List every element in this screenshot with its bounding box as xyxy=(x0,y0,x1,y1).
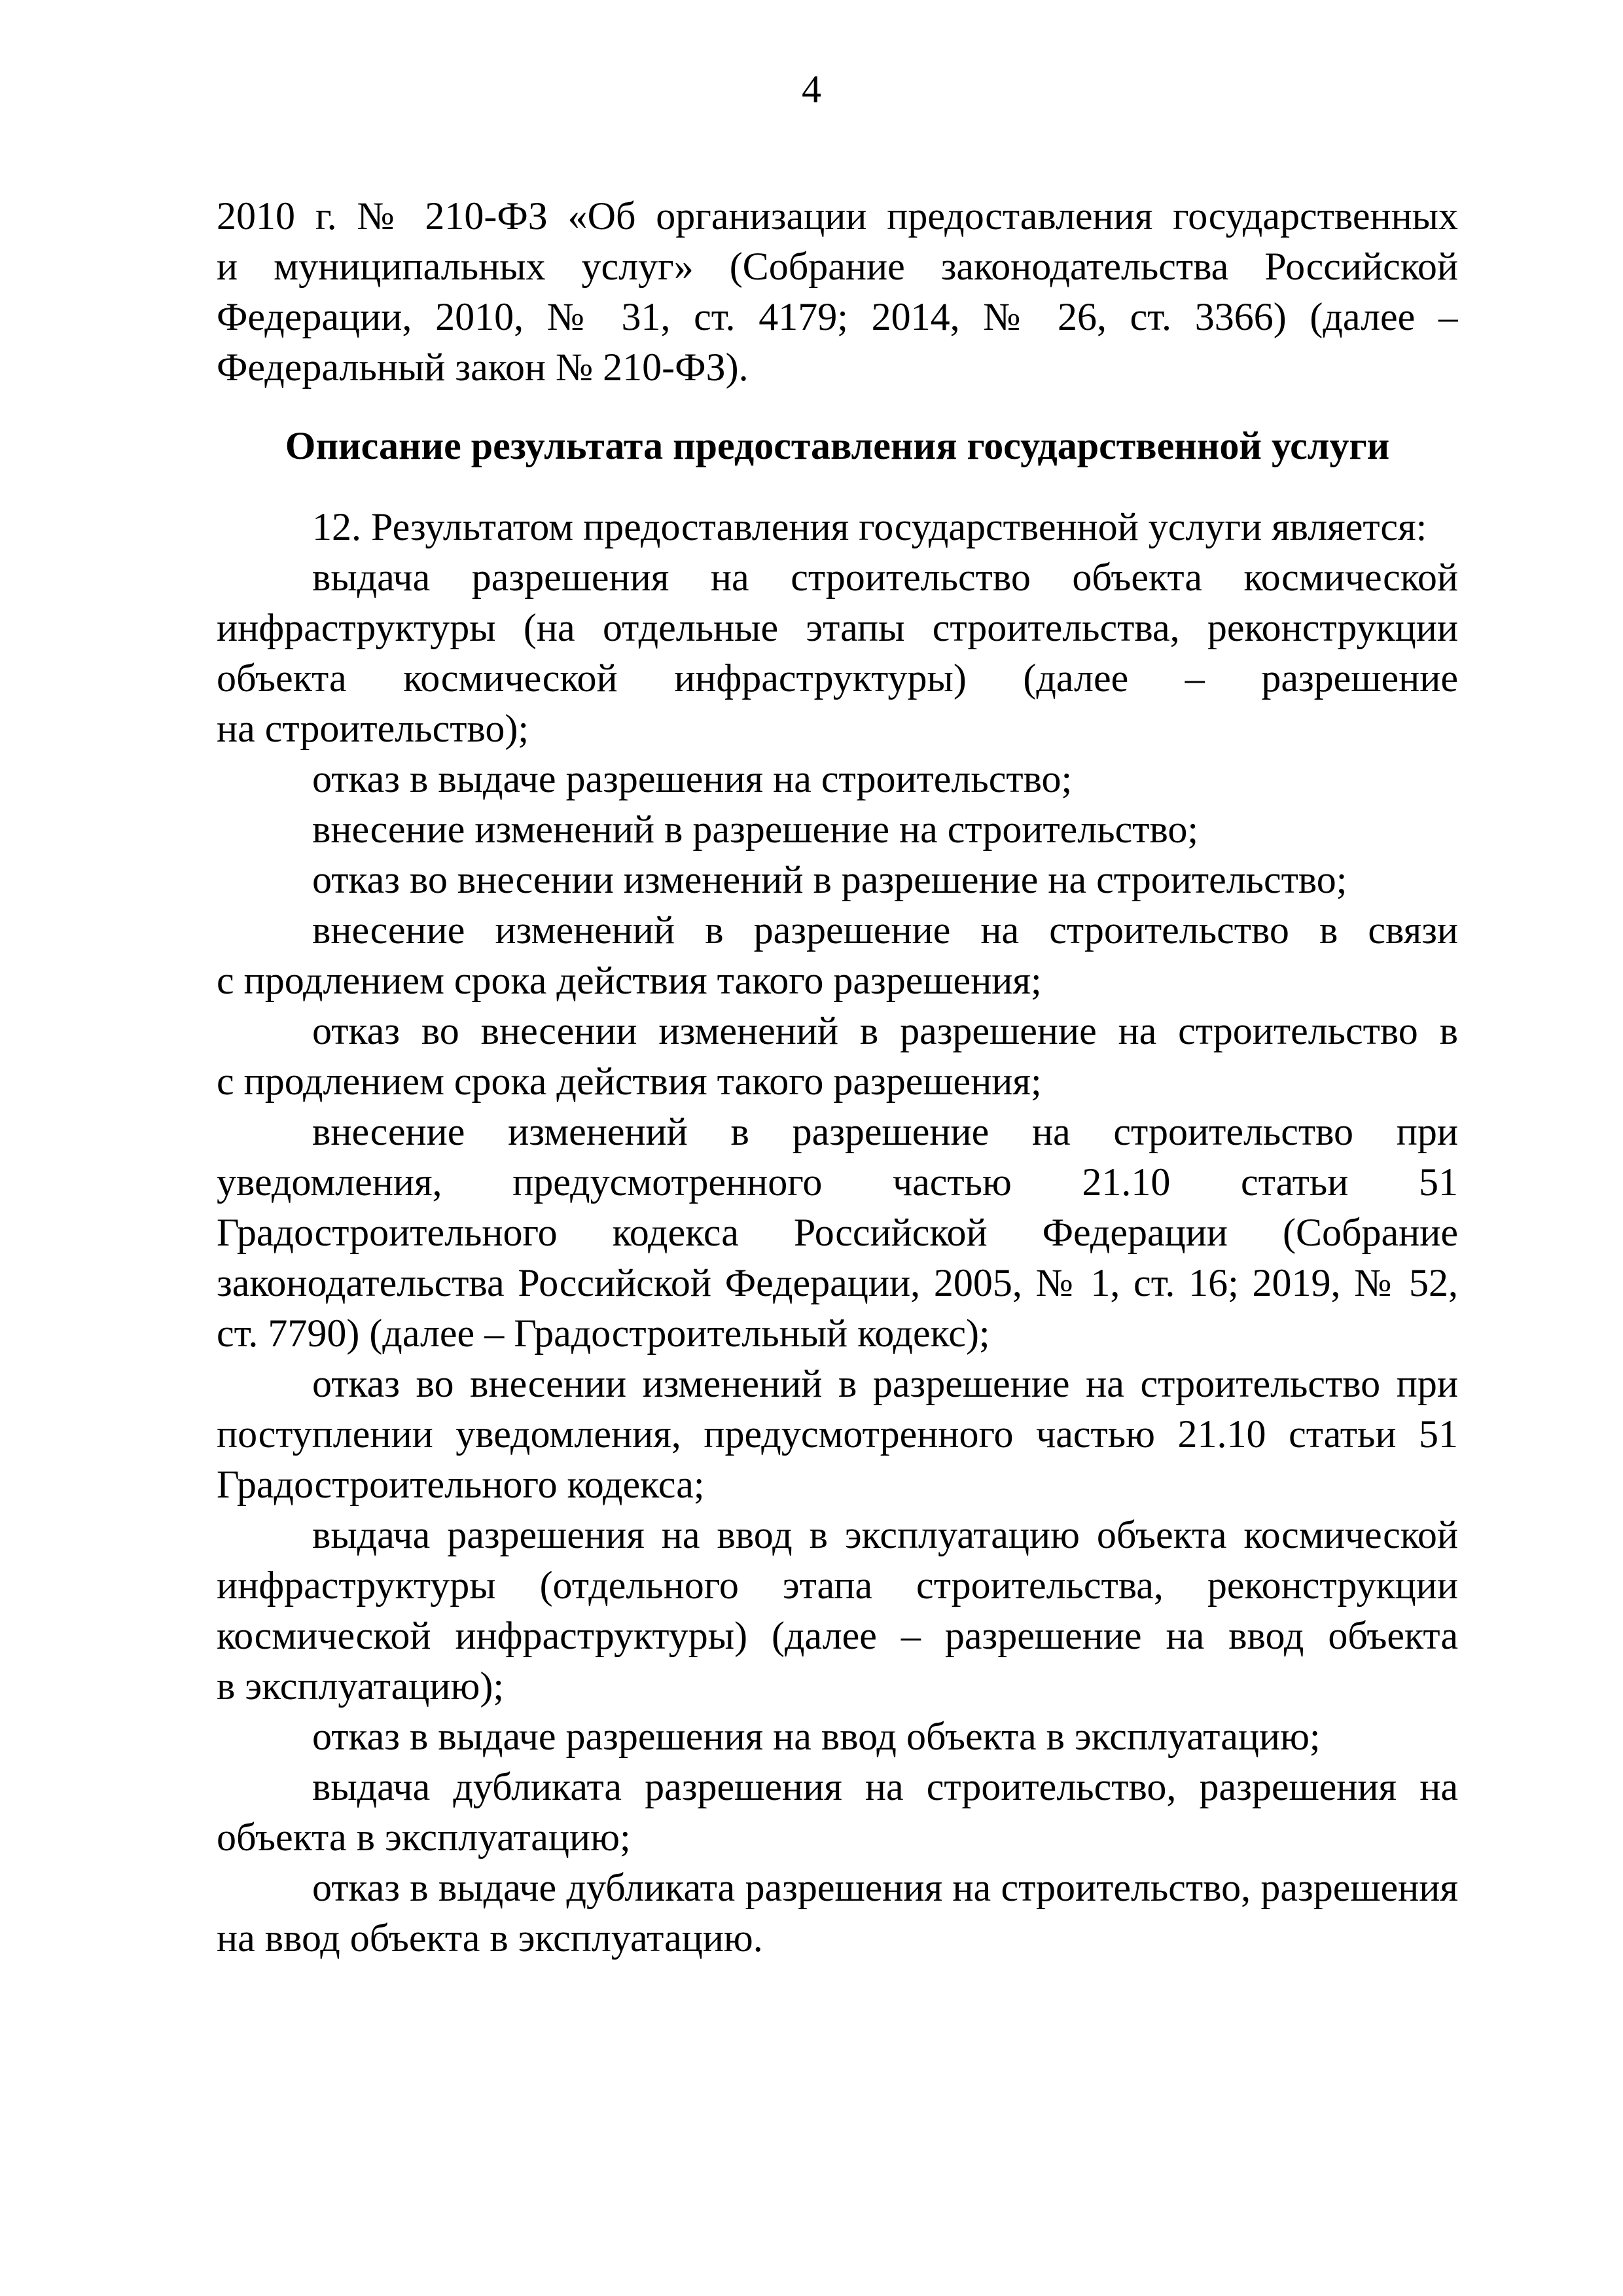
text-line: космической инфраструктуры) (далее – разрешение на ввод объекта xyxy=(217,1614,1458,1657)
text-line: с продлением срока действия такого разрешения; xyxy=(217,959,1042,1002)
text-line: инфраструктуры (на отдельные этапы строительства, реконструкции xyxy=(217,606,1458,649)
text-line: объекта космической инфраструктуры) (далее – разрешение xyxy=(217,656,1458,700)
text-line: отказ во внесении изменений в разрешение на строительство; xyxy=(312,858,1347,901)
text-line: и муниципальных услуг» (Собрание законодательства Российской xyxy=(217,245,1458,288)
text-line: Градостроительного кодекса; xyxy=(217,1463,705,1506)
text-line: 2010 г. № 210-ФЗ «Об организации предоставления государственных xyxy=(217,194,1458,238)
text-line: законодательства Российской Федерации, 2005, № 1, ст. 16; 2019, № 52, xyxy=(217,1261,1458,1304)
text-line: отказ в выдаче разрешения на строительство; xyxy=(312,757,1073,800)
text-line: инфраструктуры (отдельного этапа строительства, реконструкции xyxy=(217,1564,1458,1607)
text-line: с продлением срока действия такого разрешения; xyxy=(217,1060,1042,1103)
document-body xyxy=(217,191,1458,1964)
text-line: Градостроительного кодекса Российской Федерации (Собрание xyxy=(217,1211,1458,1254)
text-line: отказ в выдаче дубликата разрешения на строительство, разрешения xyxy=(312,1866,1458,1909)
text-line: внесение изменений в разрешение на строительство при xyxy=(312,1110,1458,1153)
text-line: 12. Результатом предоставления государственной услуги является: xyxy=(312,505,1427,548)
page-number: 4 xyxy=(802,67,821,111)
text-line: поступлении уведомления, предусмотренного частью 21.10 статьи 51 xyxy=(217,1412,1458,1456)
text-line: отказ в выдаче разрешения на ввод объекта в эксплуатацию; xyxy=(312,1715,1321,1758)
section-heading: Описание результата предоставления государственной услуги xyxy=(285,424,1390,467)
text-line: отказ во внесении изменений в разрешение на строительство в xyxy=(312,1009,1458,1052)
text-line: Федеральный закон № 210-ФЗ). xyxy=(217,346,749,389)
text-line: в эксплуатацию); xyxy=(217,1664,504,1708)
result-list xyxy=(217,502,1458,1964)
text-line: выдача разрешения на ввод в эксплуатацию объекта космической xyxy=(312,1513,1458,1556)
intro-paragraph xyxy=(217,191,1458,393)
text-line: отказ во внесении изменений в разрешение на строительство при xyxy=(312,1362,1458,1405)
text-line: объекта в эксплуатацию; xyxy=(217,1816,631,1859)
text-line: на ввод объекта в эксплуатацию. xyxy=(217,1916,763,1960)
text-line: Федерации, 2010, № 31, ст. 4179; 2014, № 26, ст. 3366) (далее – xyxy=(217,295,1458,338)
text-line: на строительство); xyxy=(217,707,529,750)
text-line: выдача дубликата разрешения на строительство, разрешения на xyxy=(312,1765,1458,1808)
text-line: внесение изменений в разрешение на строительство; xyxy=(312,808,1199,851)
text-line: уведомления, предусмотренного частью 21.10 статьи 51 xyxy=(217,1160,1458,1204)
text-line: выдача разрешения на строительство объекта космической xyxy=(312,556,1458,599)
text-line: ст. 7790) (далее – Градостроительный кодекс); xyxy=(217,1312,990,1355)
text-line: внесение изменений в разрешение на строительство в связи xyxy=(312,908,1458,952)
